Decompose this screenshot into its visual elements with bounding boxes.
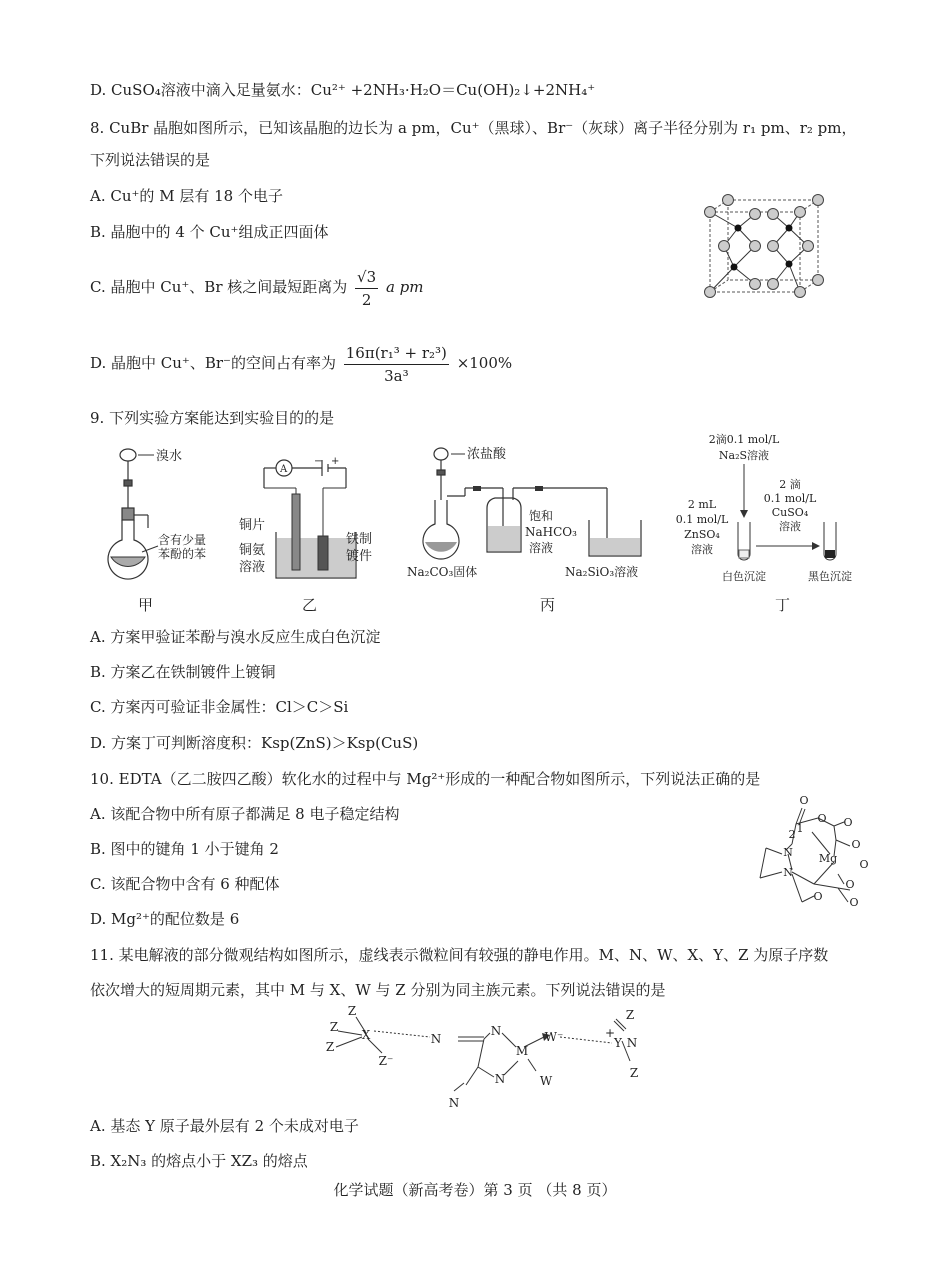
struct-n-bottom: N — [448, 1096, 460, 1110]
figure-yi-ammeter: A — [280, 464, 288, 475]
q8-option-a: A. Cu⁺的 M 层有 18 个电子 — [90, 187, 283, 205]
figure-bing — [405, 440, 665, 585]
edta-o-bottom-right: O — [849, 896, 859, 909]
page-footer: 化学试题（新高考卷）第 3 页 （共 8 页） — [333, 1181, 617, 1199]
figure-bing-label-na2sio3: Na₂SiO₃溶液 — [565, 565, 639, 579]
edta-o-ring-upper: O — [817, 812, 827, 825]
struct-n-ring-lower: N — [494, 1072, 506, 1086]
q9-option-a: A. 方案甲验证苯酚与溴水反应生成白色沉淀 — [90, 628, 381, 646]
struct-z-left-upper: Z — [329, 1020, 339, 1034]
edta-mg: Mg — [818, 852, 838, 865]
q10-option-b: B. 图中的键角 1 小于键角 2 — [90, 840, 279, 858]
edta-n-lower: N — [783, 866, 793, 879]
struct-n-ring-upper: N — [490, 1024, 502, 1038]
struct-y: Y — [614, 1036, 622, 1050]
q10-option-a: A. 该配合物中所有原子都满足 8 电子稳定结构 — [90, 805, 400, 823]
q9-option-c: C. 方案丙可验证非金属性：Cl＞C＞Si — [90, 698, 349, 716]
figure-yi-label-iron: 铁制 — [346, 532, 373, 547]
figure-yi-label-solution: 溶液 — [239, 560, 266, 575]
figure-ding-left-line4: 溶液 — [691, 543, 713, 556]
figure-jia-label-bromine-water: 溴水 — [156, 449, 183, 464]
edta-mg-complex-figure — [752, 792, 882, 922]
figure-ding-caption: 丁 — [775, 596, 791, 614]
q9-option-d: D. 方案丁可判断溶度积：Ksp(ZnS)＞Ksp(CuS) — [90, 734, 419, 752]
figure-ding-white-precipitate: 白色沉淀 — [722, 570, 766, 583]
figure-ding-top-line1: 2滴0.1 mol/L — [708, 433, 780, 446]
struct-n-right: N — [626, 1036, 638, 1050]
figure-jia-label-phenol-benzene: 苯酚的苯 — [158, 547, 207, 561]
struct-n-terminal: N — [430, 1032, 442, 1046]
figure-yi-label-copper: 铜片 — [239, 518, 266, 533]
figure-jia-label-contains: 含有少量 — [158, 533, 207, 547]
q8-option-d-fraction — [344, 342, 449, 387]
q8-option-c-fraction — [355, 266, 378, 311]
q10-option-d: D. Mg²⁺的配位数是 6 — [90, 910, 240, 928]
q8-option-d — [90, 338, 512, 388]
figure-ding-mid-line1: 2 滴 — [779, 478, 801, 491]
q8-option-c-numerator: √3 — [355, 266, 378, 289]
struct-x: X — [361, 1028, 371, 1042]
edta-o-right-lower: O — [859, 858, 869, 871]
figure-ding-left-line3: ZnSO₄ — [684, 528, 720, 541]
figure-bing-caption: 丙 — [540, 596, 556, 614]
edta-angle-1: 1 — [796, 822, 804, 835]
q10-option-c: C. 该配合物中含有 6 种配体 — [90, 875, 280, 893]
figure-ding-top-line2: Na₂S溶液 — [718, 449, 770, 462]
q7-option-d: D. CuSO₄溶液中滴入足量氨水：Cu²⁺ +2NH₃·H₂O＝Cu(OH)₂↓+2NH₄⁺ — [90, 81, 596, 99]
struct-w-minus: W⁻ — [544, 1030, 564, 1044]
q9-option-b: B. 方案乙在铁制镀件上镀铜 — [90, 663, 276, 681]
figure-ding-left-line1: 2 mL — [687, 498, 717, 511]
figure-ding-left-line2: 0.1 mol/L — [675, 513, 729, 526]
q8-stem-line1: 8. CuBr 晶胞如图所示，已知该晶胞的边长为 a pm，Cu⁺（黑球）、Br⁻（灰球）离子半径分别为 r₁ pm、r₂ pm， — [90, 119, 857, 137]
figure-yi-plus: + — [331, 456, 340, 467]
q8-option-c — [90, 262, 423, 312]
struct-z-top: Z — [347, 1004, 357, 1018]
figure-bing-label-hcl: 浓盐酸 — [467, 447, 507, 462]
figure-jia — [100, 440, 220, 585]
figure-ding — [672, 430, 872, 590]
figure-yi-label-cuammonia: 铜氨 — [239, 543, 266, 558]
figure-ding-mid-line4: 溶液 — [779, 520, 801, 533]
figure-bing-label-solution: 溶液 — [529, 541, 554, 555]
edta-o-right-mid: O — [851, 838, 861, 851]
q11-stem-line2: 依次增大的短周期元素，其中 M 与 X、W 与 Z 分别为同主族元素。下列说法错误的是 — [90, 981, 666, 999]
struct-y-plus: + — [604, 1026, 616, 1040]
edta-angle-2: 2 — [788, 828, 796, 841]
q8-option-d-text: D. 晶胞中 Cu⁺、Br⁻的空间占有率为 — [90, 354, 336, 372]
figure-yi-minus: − — [314, 456, 323, 467]
cubr-unit-cell-figure — [698, 192, 830, 302]
struct-z-upper-right: Z — [625, 1008, 635, 1022]
q8-option-d-denominator: 3a³ — [384, 366, 409, 385]
edta-o-lower-right: O — [845, 878, 855, 891]
figure-jia-caption: 甲 — [138, 596, 154, 614]
figure-bing-label-saturated: 饱和 — [529, 509, 554, 523]
struct-m: M — [515, 1044, 529, 1058]
edta-o-upper-right: O — [843, 816, 853, 829]
q8-option-c-unit: a pm — [385, 278, 424, 296]
q10-stem: 10. EDTA（乙二胺四乙酸）软化水的过程中与 Mg²⁺形成的一种配合物如图所示，下列说法正确的是 — [90, 770, 761, 788]
q11-option-b: B. X₂N₃ 的熔点小于 XZ₃ 的熔点 — [90, 1152, 308, 1170]
figure-bing-label-nahco3: NaHCO₃ — [525, 525, 577, 539]
q8-option-d-percent: ×100% — [456, 354, 513, 372]
q9-stem: 9. 下列实验方案能达到实验目的的是 — [90, 409, 335, 427]
q8-option-c-denominator: 2 — [361, 290, 372, 309]
struct-z-lower-right: Z — [629, 1066, 639, 1080]
q8-stem-line2: 下列说法错误的是 — [90, 151, 211, 169]
figure-ding-mid-line2: 0.1 mol/L — [763, 492, 817, 505]
struct-z-left: Z — [325, 1040, 335, 1054]
edta-n-upper: N — [783, 846, 793, 859]
edta-o-top: O — [799, 794, 809, 807]
figure-yi-caption: 乙 — [302, 596, 318, 614]
figure-ding-mid-line3: CuSO₄ — [771, 506, 809, 519]
q11-option-a: A. 基态 Y 原子最外层有 2 个未成对电子 — [90, 1117, 359, 1135]
edta-o-ring-lower: O — [813, 890, 823, 903]
figure-bing-label-na2co3: Na₂CO₃固体 — [407, 565, 478, 579]
q11-stem-line1: 11. 某电解液的部分微观结构如图所示，虚线表示微粒间有较强的静电作用。M、N、W、X、Y、Z 为原子序数 — [90, 946, 829, 964]
figure-ding-black-precipitate: 黑色沉淀 — [808, 570, 852, 583]
electrolyte-structure-figure — [318, 1003, 658, 1115]
struct-z-minus: Z⁻ — [378, 1054, 394, 1068]
struct-w: W — [539, 1074, 553, 1088]
q8-option-b: B. 晶胞中的 4 个 Cu⁺组成正四面体 — [90, 223, 329, 241]
q8-option-c-text: C. 晶胞中 Cu⁺、Br 核之间最短距离为 — [90, 278, 348, 296]
figure-yi-label-plated: 镀件 — [346, 549, 373, 564]
q8-option-d-numerator: 16π(r₁³ + r₂³) — [344, 342, 449, 365]
